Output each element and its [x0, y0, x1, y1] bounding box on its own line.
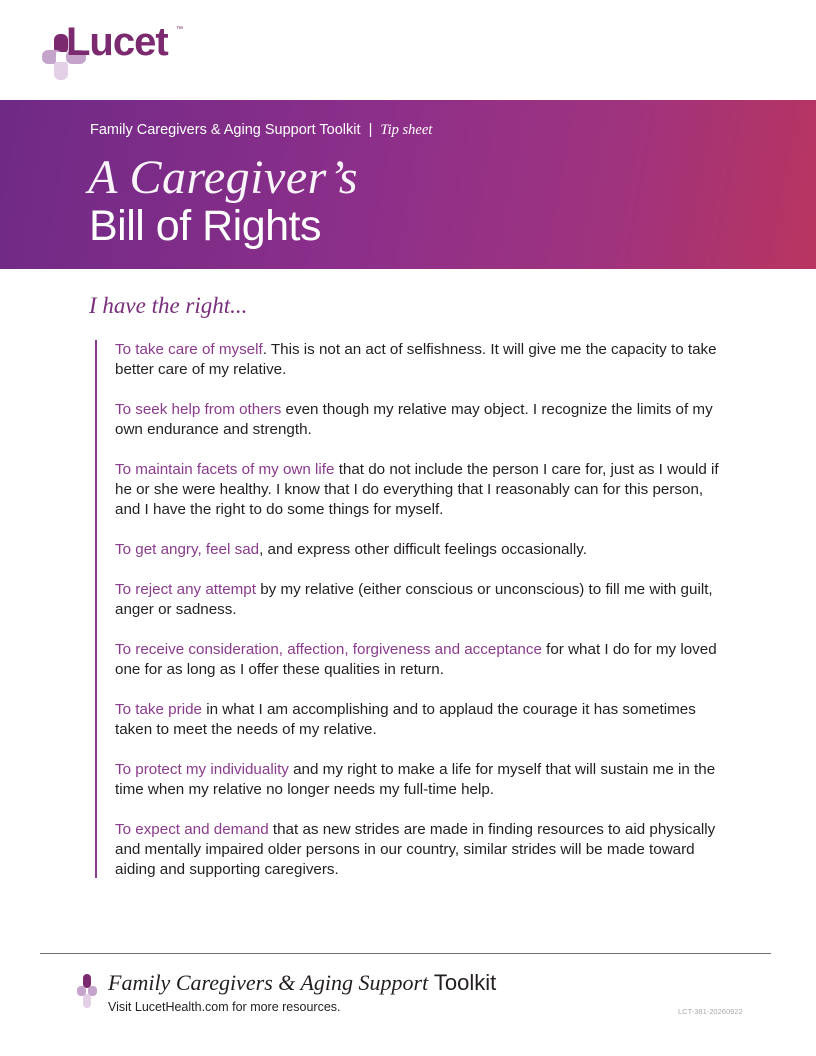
footer-divider — [40, 953, 771, 954]
rights-list — [95, 340, 727, 878]
right-item — [115, 340, 727, 380]
right-text: in what I am accomplishing and to applaud the courage it has sometimes taken to meet the needs of my relative. — [115, 701, 696, 738]
page-title-script: A Caregiver’s — [88, 151, 359, 204]
right-item — [115, 760, 727, 800]
right-item — [115, 460, 727, 520]
toolkit-kicker — [90, 122, 432, 139]
right-lead: To seek help from others — [115, 401, 282, 418]
footer-title — [108, 970, 496, 996]
trademark: ™ — [176, 26, 183, 33]
right-item — [115, 400, 727, 440]
right-lead: To reject any attempt — [115, 581, 256, 598]
right-item — [115, 580, 727, 620]
intro-heading: I have the right... — [89, 293, 248, 318]
right-text: . This is not an act of selfishness. It will give me the capacity to take better care of my relative. — [115, 341, 717, 378]
right-item — [115, 640, 727, 680]
kicker-separator: | — [368, 122, 373, 138]
right-text: by my relative (either conscious or unconscious) to fill me with guilt, anger or sadness. — [115, 581, 713, 618]
footer-title-regular: Toolkit — [433, 970, 497, 995]
right-text: that as new strides are made in finding resources to aid physically and mentally impaired older persons in our country, similar strides will be made toward aiding and supporting caregivers. — [115, 821, 716, 878]
footer-subtitle: Visit LucetHealth.com for more resources. — [108, 1000, 341, 1014]
right-text: and my right to make a life for myself that will sustain me in the time when my relative no longer needs my full-time help. — [115, 761, 716, 798]
kicker-type: Tip sheet — [380, 122, 433, 138]
right-lead: To maintain facets of my own life — [115, 461, 335, 478]
right-item — [115, 820, 727, 880]
right-text: , and express other difficult feelings occasionally. — [259, 541, 587, 558]
right-lead: To receive consideration, affection, forgiveness and acceptance — [115, 641, 542, 658]
brand-name: Lucet — [66, 20, 168, 64]
right-lead: To protect my individuality — [115, 761, 289, 778]
footer-title-italic: Family Caregivers & Aging Support — [108, 970, 429, 995]
right-item — [115, 540, 727, 560]
right-text: that do not include the person I care for, just as I would if he or she were healthy. I know that I do everything that I reasonably can for this person, and I have the right to do some things for myself. — [115, 461, 719, 518]
lucet-cross-icon — [77, 974, 97, 1014]
document-code: LCT-381-20260922 — [678, 1007, 743, 1016]
page-title: Bill of Rights — [89, 202, 321, 250]
right-lead: To expect and demand — [115, 821, 269, 838]
right-text: even though my relative may object. I recognize the limits of my own endurance and strength. — [115, 401, 713, 438]
right-lead: To get angry, feel sad — [115, 541, 260, 558]
right-lead: To take care of myself — [115, 341, 263, 358]
right-lead: To take pride — [115, 701, 202, 718]
kicker-text: Family Caregivers & Aging Support Toolkit — [90, 122, 361, 138]
lucet-logo — [40, 22, 190, 86]
right-text: for what I do for my loved one for as long as I offer these qualities in return. — [115, 641, 717, 678]
right-item — [115, 700, 727, 740]
